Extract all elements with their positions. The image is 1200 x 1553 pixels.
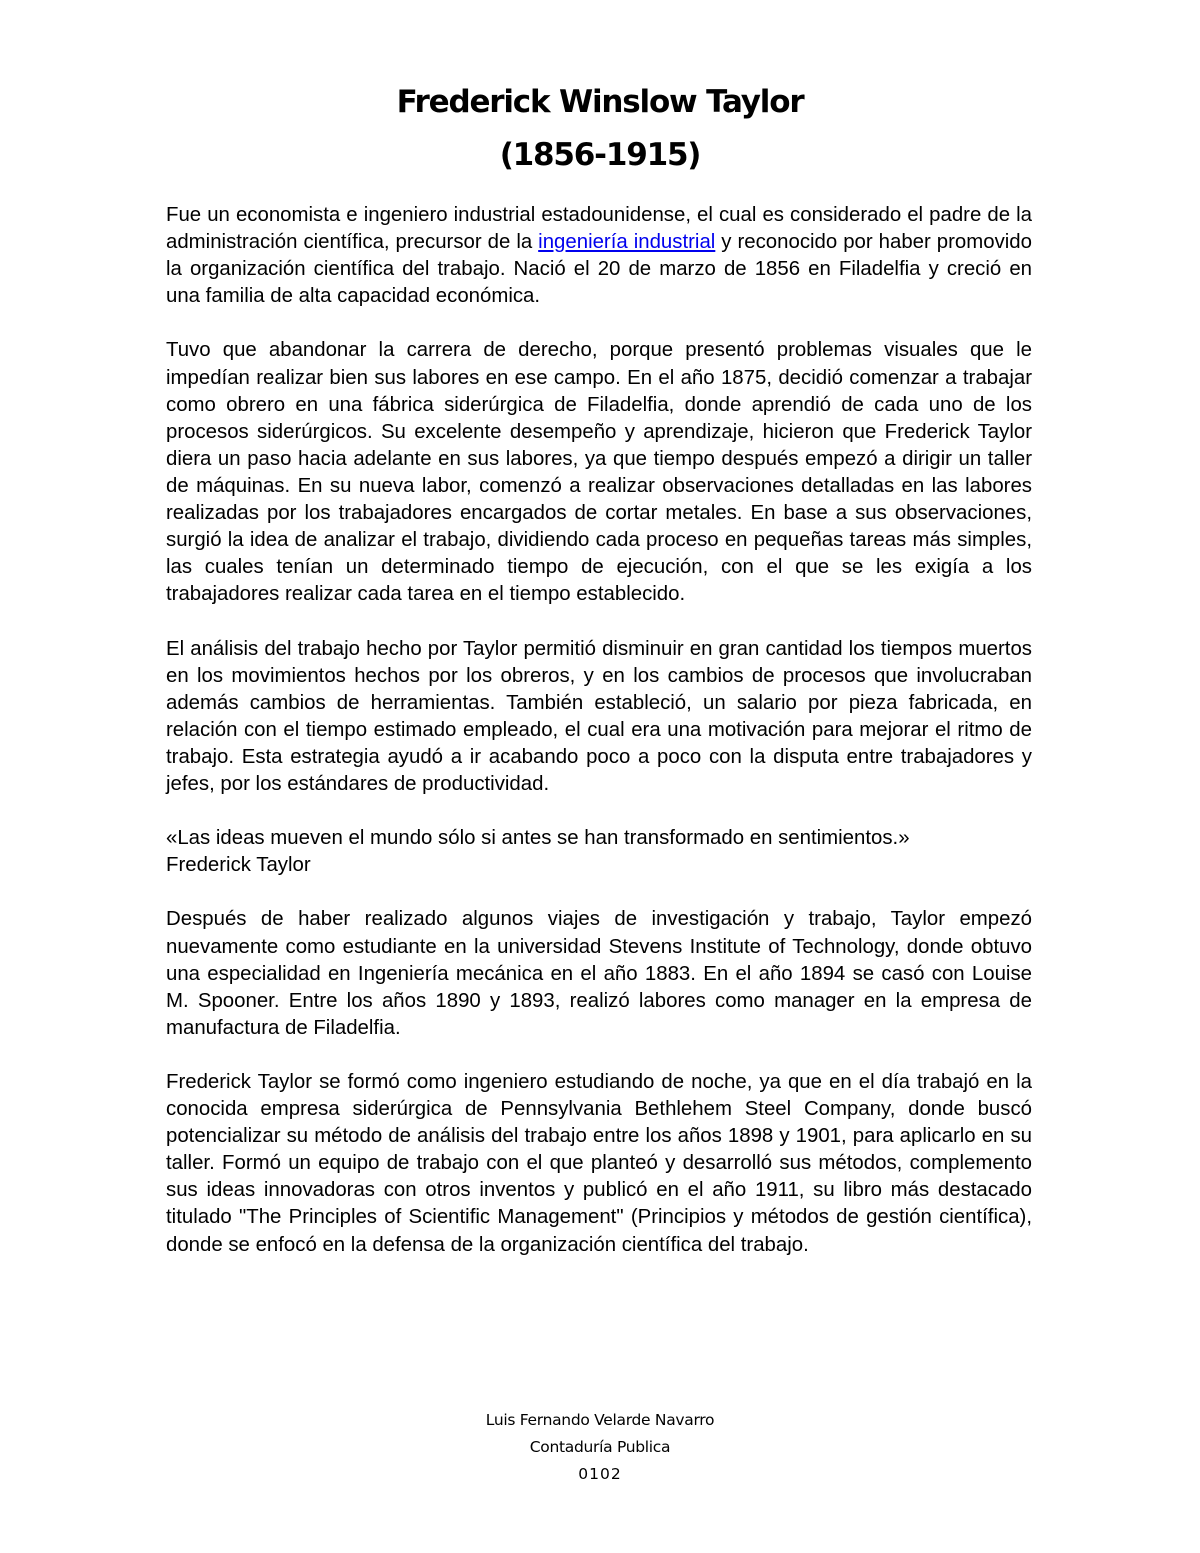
- paragraph-3: El análisis del trabajo hecho por Taylor permitió disminuir en gran cantidad los tiempos muertos en los movimientos hechos por los obreros, y en los cambios de procesos que involucraban además cambios de herramientas. También estableció, un salario por pieza fabricada, en relación con el tiempo estimado empleado, el cual era una motivación para mejorar el ritmo de trabajo. Esta estrategia ayudó a ir acabando poco a poco con la disputa entre trabajadores y jefes, por los estándares de productividad.: [166, 637, 1032, 795]
- quote-text: «Las ideas mueven el mundo sólo si antes se han transformado en sentimientos.»: [166, 827, 910, 850]
- paragraph-6: Frederick Taylor se formó como ingeniero estudiando de noche, ya que en el día trabajó en la conocida empresa siderúrgica de Pennsylvania Bethlehem Steel Company, donde buscó potencializar su método de análisis del trabajo entre los años 1898 y 1901, para aplicarlo en su taller. Formó un equipo de trabajo con el que planteó y desarrolló sus métodos, complemento sus ideas innovadoras con otros inventos y publicó en el año 1911, su libro más destacado titulado "The Principles of Scientific Management" (Principios y métodos de gestión científica), donde se enfocó en la defensa de la organización científica del trabajo.: [166, 1071, 1032, 1256]
- quote-attribution: Frederick Taylor: [166, 854, 311, 877]
- document-body: [166, 202, 1032, 1286]
- paragraph-5: Después de haber realizado algunos viajes de investigación y trabajo, Taylor empezó nuevamente como estudiante en la universidad Stevens Institute of Technology, donde obtuvo una especialidad en Ingeniería mecánica en el año 1883. En el año 1894 se casó con Louise M. Spooner. Entre los años 1890 y 1893, realizó labores como manager en la empresa de manufactura de Filadelfia.: [166, 908, 1032, 1039]
- paragraph-1-text-before-link: Fue un economista e ingeniero industrial estadounidense, el cual es considerado el padre de la administración científica, precursor de la: [166, 204, 1032, 254]
- paragraph-1: [166, 202, 1032, 310]
- quote-block: [166, 825, 1032, 879]
- paragraph-2: Tuvo que abandonar la carrera de derecho, porque presentó problemas visuales que le impedían realizar bien sus labores en ese campo. En el año 1875, decidió comenzar a trabajar como obrero en una fábrica siderúrgica de Filadelfia, donde aprendió de cada uno de los procesos siderúrgicos. Su excelente desempeño y aprendizaje, hicieron que Frederick Taylor diera un paso hacia adelante en sus labores, ya que tiempo después empezó a dirigir un taller de máquinas. En su nueva labor, comenzó a realizar observaciones detalladas en las labores realizadas por los trabajadores encargados de cortar metales. En base a sus observaciones, surgió la idea de analizar el trabajo, dividiendo cada proceso en pequeñas tareas más simples, las cuales tenían un determinado tiempo de ejecución, con el que se les exigía a los trabajadores realizar cada tarea en el tiempo establecido.: [166, 339, 1032, 606]
- footer-career: Contaduría Publica: [529, 1438, 671, 1456]
- paragraph-1-text-after-link: y reconocido por haber promovido la organización científica del trabajo. Nació el 20 de marzo de 1856 en Filadelfia y creció en una familia de alta capacidad económica.: [166, 231, 1032, 308]
- page-title: Frederick Winslow Taylor: [396, 84, 804, 120]
- ingenieria-industrial-link[interactable]: ingeniería industrial: [538, 231, 716, 254]
- footer-group: 0102: [578, 1465, 622, 1483]
- page-subtitle-years: (1856-1915): [499, 137, 701, 173]
- footer-author: Luis Fernando Velarde Navarro: [485, 1411, 715, 1429]
